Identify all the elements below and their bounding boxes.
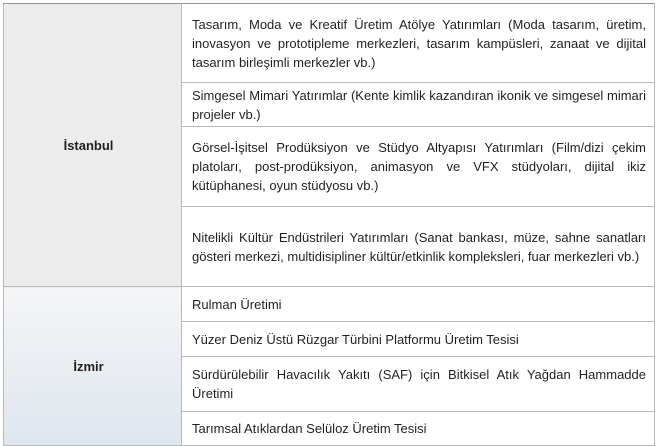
- investment-item: Yüzer Deniz Üstü Rüzgar Türbini Platformu Üretim Tesisi: [182, 322, 655, 357]
- investment-item: Rulman Üretimi: [182, 287, 655, 322]
- investment-item: Simgesel Mimari Yatırımlar (Kente kimlik kazandıran ikonik ve simgesel mimari projeler vb.): [182, 83, 655, 127]
- region-label: İstanbul: [63, 137, 114, 153]
- investment-item: Tasarım, Moda ve Kreatif Üretim Atölye Yatırımları (Moda tasarım, üretim, inovasyon ve prototipleme merkezleri, tasarım kampüsleri, zanaat ve dijital tasarım birleşimli merkezler vb.): [182, 4, 655, 83]
- region-cell-istanbul: [4, 4, 182, 287]
- investment-item: Görsel-İşitsel Prodüksiyon ve Stüdyo Altyapısı Yatırımları (Film/dizi çekim platoları, post-prodüksiyon, animasyon ve VFX stüdyoları, dijital ikiz kütüphanesi, oyun stüdyosu vb.): [182, 127, 655, 207]
- investment-item: Sürdürülebilir Havacılık Yakıtı (SAF) için Bitkisel Atık Yağdan Hammadde Üretimi: [182, 357, 655, 412]
- table-row: [4, 4, 655, 83]
- region-cell-izmir: [4, 287, 182, 446]
- table-row: [4, 287, 655, 322]
- investment-item: Tarımsal Atıklardan Selüloz Üretim Tesisi: [182, 412, 655, 446]
- investment-table: [3, 3, 655, 446]
- investment-item: Nitelikli Kültür Endüstrileri Yatırımları (Sanat bankası, müze, sahne sanatları gösteri merkezi, multidisipliner kültür/etkinlik kompleksleri, fuar merkezleri vb.): [182, 207, 655, 287]
- region-label: İzmir: [73, 358, 104, 374]
